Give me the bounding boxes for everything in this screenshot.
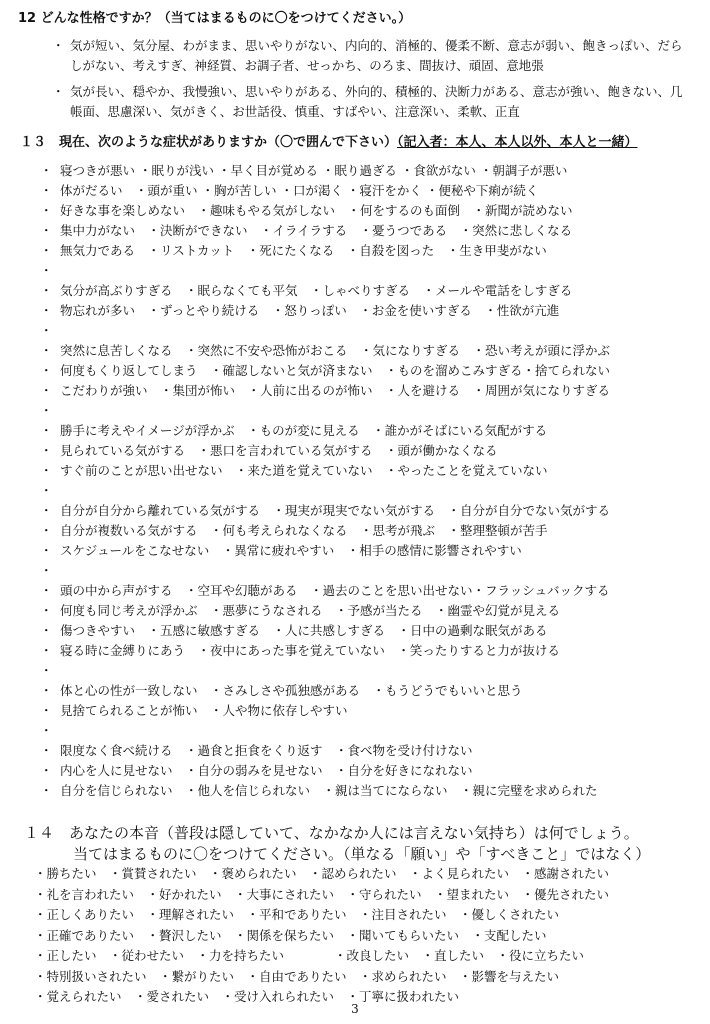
symptom-row-text: 寝つきが悪い ・眠りが浅い ・早く目が覚める ・眠り過ぎる ・食欲がない ・朝調子が悪い xyxy=(60,163,568,178)
symptom-row-text: 見られている気がする ・悪口を言われている気がする ・頭が働かなくなる xyxy=(60,443,498,458)
bullet: ・ xyxy=(40,363,53,378)
symptom-row xyxy=(40,381,700,401)
question-13-title xyxy=(20,131,638,150)
symptom-row-text: 気分が高ぶりすぎる ・眠らなくても平気 ・しゃべりすぎる ・メールや電話をしすぎる xyxy=(60,283,573,298)
symptom-row xyxy=(40,221,700,241)
q13-symptom-list xyxy=(40,161,700,801)
symptom-row xyxy=(40,681,700,701)
symptom-row-text: 体がだるい ・頭が重い ・胸が苦しい ・口が渇く ・寝汗をかく ・便秘や下痢が続く xyxy=(60,183,539,198)
bullet: ・ xyxy=(40,383,53,398)
symptom-row-text: 物忘れが多い ・ずっとやり続ける ・怒りっぽい ・お金を使いすぎる ・性欲が亢進 xyxy=(60,303,560,318)
symptom-row xyxy=(40,181,700,201)
bullet: ・ xyxy=(40,783,53,798)
symptom-row xyxy=(40,581,700,601)
bullet: ・ xyxy=(40,703,53,718)
symptom-row-text: 勝手に考えやイメージが浮かぶ ・ものが変に見える ・誰かがそばにいる気配がする xyxy=(60,423,548,438)
symptom-row xyxy=(40,701,700,721)
symptom-row xyxy=(40,541,700,561)
symptom-row-text: 突然に息苦しくなる ・突然に不安や恐怖がおこる ・気になりすぎる ・恐い考えが頭に浮かぶ xyxy=(60,343,611,358)
q12-negative-traits xyxy=(52,36,692,76)
bullet: ・ xyxy=(40,303,53,318)
bullet: ・ xyxy=(40,523,53,538)
symptom-row xyxy=(40,441,700,461)
symptom-row xyxy=(40,161,700,181)
bullet: ・ xyxy=(40,543,53,558)
symptom-row-text: 自分が複数いる気がする ・何も考えられなくなる ・思考が飛ぶ ・整理整頓が苦手 xyxy=(60,523,548,538)
symptom-row-text: 何度も同じ考えが浮かぶ ・悪夢にうなされる ・予感が当たる ・幽霊や幻覚が見える xyxy=(60,603,561,618)
symptom-row-text: 集中力がない ・決断ができない ・イライラする ・憂うつである ・突然に悲しくなる xyxy=(60,223,573,238)
bullet: ・ xyxy=(40,683,53,698)
symptom-row xyxy=(40,601,700,621)
symptom-row xyxy=(40,741,700,761)
bullet: ・ xyxy=(40,183,53,198)
symptom-row xyxy=(40,421,700,441)
q12-negative-traits-text: 気が短い、気分屋、わがまま、思いやりがない、内向的、消極的、優柔不断、意志が弱い、飽きっぽい、だらしがない、考えすぎ、神経質、お調子者、せっかち、のろま、間抜け、頑固、意地張 xyxy=(70,38,683,73)
feeling-row: ・勝ちたい ・賞賛されたい ・褒められたい ・認められたい ・よく見られたい ・感謝されたい xyxy=(34,866,610,881)
symptom-row-text: 体と心の性が一致しない ・さみしさや孤独感がある ・もうどうでもいいと思う xyxy=(60,683,523,698)
symptom-row-text: 傷つきやすい ・五感に敏感すぎる ・人に共感しすぎる ・日中の過剰な眠気がある xyxy=(60,623,548,638)
question-14-instruction: 当てはまるものに〇をつけてください。（単なる「願い」や「すべきこと」ではなく） xyxy=(73,845,651,863)
symptom-row xyxy=(40,641,700,661)
bullet: ・ xyxy=(40,503,53,518)
bullet: ・ xyxy=(52,38,65,53)
feeling-row: ・正したい ・従わせたい ・力を持ちたい ・改良したい ・直したい ・役に立ちたい xyxy=(34,948,585,963)
symptom-row xyxy=(40,281,700,301)
bullet: ・ xyxy=(40,563,53,578)
bullet: ・ xyxy=(40,603,53,618)
symptom-row xyxy=(40,481,700,501)
bullet: ・ xyxy=(40,423,53,438)
feeling-row: ・礼を言われたい ・好かれたい ・大事にされたい ・守られたい ・望まれたい ・優先されたい xyxy=(34,886,610,902)
bullet: ・ xyxy=(40,723,53,738)
symptom-row-text: 限度なく食べ続ける ・過食と拒食をくり返す ・食べ物を受け付けない xyxy=(60,743,473,758)
bullet: ・ xyxy=(40,663,53,678)
q14-feeling-list xyxy=(34,864,704,1008)
bullet: ・ xyxy=(40,343,53,358)
symptom-row-text: 無気力である ・リストカット ・死にたくなる ・自殺を図った ・生き甲斐がない xyxy=(60,243,547,258)
symptom-row xyxy=(40,621,700,641)
bullet: ・ xyxy=(40,763,53,778)
bullet: ・ xyxy=(40,403,53,418)
symptom-row-text: 自分が自分から離れている気がする ・現実が現実でない気がする ・自分が自分でない気がする xyxy=(60,503,611,518)
symptom-row-text: 好きな事を楽しめない ・趣味もやる気がしない ・何をするのも面倒 ・新聞が読めない xyxy=(60,203,573,218)
bullet: ・ xyxy=(40,163,53,178)
symptom-row-text: こだわりが強い ・集団が怖い ・人前に出るのが怖い ・人を避ける ・周囲が気になりすぎる xyxy=(60,383,611,398)
question-13-recorder-note: （記入者：本人、本人以外、本人と一緒） xyxy=(397,135,638,150)
bullet: ・ xyxy=(40,323,53,338)
symptom-row xyxy=(40,201,700,221)
bullet: ・ xyxy=(40,443,53,458)
symptom-row xyxy=(40,721,700,741)
symptom-row-text: 内心を人に見せない ・自分の弱みを見せない ・自分を好きになれない xyxy=(60,763,473,778)
bullet: ・ xyxy=(52,84,65,99)
symptom-row xyxy=(40,321,700,341)
question-14-title xyxy=(24,823,650,865)
feeling-row: ・特別扱いされたい ・繋がりたい ・自由でありたい ・求められたい ・影響を与えたい xyxy=(34,968,560,984)
page-number: 3 xyxy=(351,1002,359,1016)
symptom-row xyxy=(40,341,700,361)
symptom-row-text: スケジュールをこなせない ・異常に疲れやすい ・相手の感情に影響されやすい xyxy=(60,543,522,558)
feeling-row: ・正確でありたい ・贅沢したい ・関係を保ちたい ・聞いてもらいたい ・支配したい xyxy=(34,927,547,943)
symptom-row xyxy=(40,501,700,521)
feeling-row: ・覚えられたい ・愛されたい ・受け入れられたい ・丁寧に扱われたい xyxy=(34,989,460,1004)
bullet: ・ xyxy=(40,483,53,498)
bullet: ・ xyxy=(40,243,53,258)
bullet: ・ xyxy=(40,223,53,238)
symptom-row xyxy=(40,361,700,381)
symptom-row xyxy=(40,301,700,321)
symptom-row-text: 寝る時に金縛りにあう ・夜中にあった事を覚えていない ・笑ったりすると力が抜ける xyxy=(60,643,560,658)
question-12-title: 12 どんな性格ですか？（当てはまるものに〇をつけてください。） xyxy=(18,11,412,26)
symptom-row xyxy=(40,761,700,781)
symptom-row xyxy=(40,401,700,421)
symptom-row xyxy=(40,241,700,261)
symptom-row xyxy=(40,261,700,281)
symptom-row xyxy=(40,661,700,681)
bullet: ・ xyxy=(40,643,53,658)
question-13-heading: １３ 現在、次のような症状がありますか（〇で囲んで下さい） xyxy=(20,135,398,150)
q12-positive-traits-text: 気が長い、穏やか、我慢強い、思いやりがある、外向的、積極的、決断力がある、意志が強い、飽きない、几帳面、思慮深い、気がきく、お世話役、慎重、すばやい、注意深い、柔軟、正直 xyxy=(70,84,683,119)
symptom-row xyxy=(40,461,700,481)
symptom-row-text: 自分を信じられない ・他人を信じられない ・親は当てにならない ・親に完璧を求められた xyxy=(60,783,598,798)
symptom-row xyxy=(40,781,700,801)
q12-positive-traits xyxy=(52,82,692,122)
bullet: ・ xyxy=(40,263,53,278)
symptom-row xyxy=(40,521,700,541)
bullet: ・ xyxy=(40,583,53,598)
bullet: ・ xyxy=(40,463,53,478)
symptom-row-text: 何度もくり返してしまう ・確認しないと気が済まない ・ものを溜めこみすぎる・捨てられない xyxy=(60,363,611,378)
symptom-row xyxy=(40,561,700,581)
feeling-row: ・正しくありたい ・理解されたい ・平和でありたい ・注目されたい ・優しくされたい xyxy=(34,907,560,922)
symptom-row-text: 頭の中から声がする ・空耳や幻聴がある ・過去のことを思い出せない・フラッシュバックする xyxy=(60,583,610,598)
symptom-row-text: 見捨てられることが怖い ・人や物に依存しやすい xyxy=(60,703,348,718)
symptom-row-text: すぐ前のことが思い出せない ・来た道を覚えていない ・やったことを覚えていない xyxy=(60,463,548,478)
question-14-heading: １４ あなたの本音（普段は隠していて、なかなか人には言えない気持ち）は何でしょう。 xyxy=(24,824,639,842)
bullet: ・ xyxy=(40,203,53,218)
bullet: ・ xyxy=(40,283,53,298)
bullet: ・ xyxy=(40,743,53,758)
bullet: ・ xyxy=(40,623,53,638)
